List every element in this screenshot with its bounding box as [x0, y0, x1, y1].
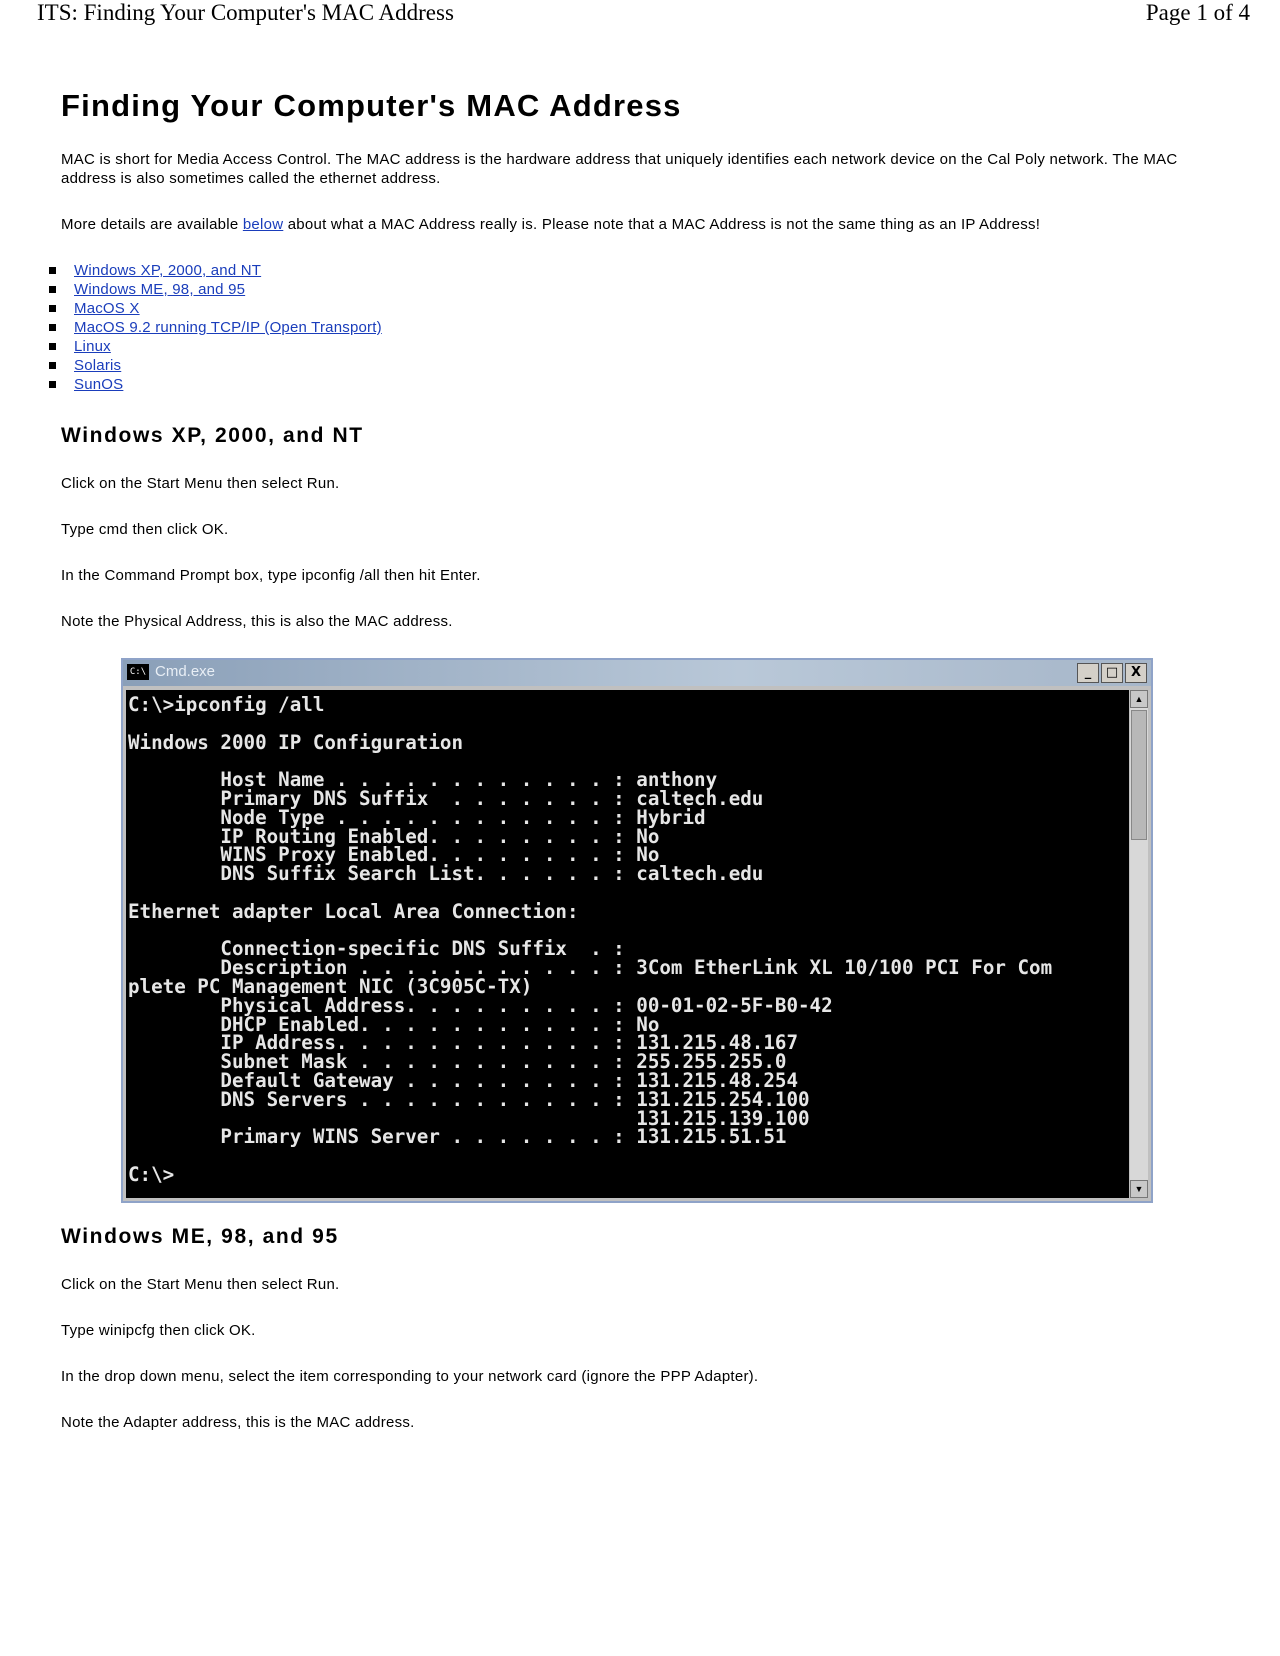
print-header-page-number: Page 1 of 4: [1145, 0, 1250, 25]
cmd-console: [126, 690, 1129, 1198]
step-text: In the Command Prompt box, type ipconfig /all then hit Enter.: [61, 567, 481, 584]
article: [61, 88, 1191, 1459]
cmd-scrollbar: [1130, 690, 1148, 1198]
toc-link-macos-x[interactable]: MacOS X: [74, 300, 140, 317]
step-text: Click on the Start Menu then select Run.: [61, 1276, 340, 1293]
toc-link-solaris[interactable]: Solaris: [74, 357, 122, 374]
toc-item: [49, 375, 1191, 394]
step-text: In the drop down menu, select the item corresponding to your network card (ignore the PPP Adapter).: [61, 1368, 759, 1385]
cmd-window-screenshot: [121, 658, 1153, 1203]
toc-item: [49, 299, 1191, 318]
table-of-contents: [49, 261, 1191, 394]
toc-item: [49, 261, 1191, 280]
toc-link-macos-9[interactable]: MacOS 9.2 running TCP/IP (Open Transport): [74, 319, 382, 336]
toc-link-sunos[interactable]: SunOS: [74, 376, 124, 393]
toc-item: [49, 356, 1191, 375]
details-paragraph: [61, 215, 1191, 234]
cmd-title-bar: [123, 660, 1151, 686]
print-header-title: ITS: Finding Your Computer's MAC Address: [37, 0, 454, 25]
intro-paragraph: MAC is short for Media Access Control. The MAC address is the hardware address that uniquely identifies each network device on the Cal Poly network. The MAC address is also sometimes called the ethernet address.: [61, 151, 1178, 187]
minimize-icon: _: [1077, 663, 1099, 683]
toc-item: [49, 337, 1191, 356]
toc-item: [49, 280, 1191, 299]
below-link[interactable]: below: [242, 216, 284, 233]
cmd-window-title: Cmd.exe: [155, 663, 216, 680]
toc-item: [49, 318, 1191, 337]
toc-link-linux[interactable]: Linux: [74, 338, 111, 355]
print-header: [37, 0, 1250, 32]
details-text-after: about what a MAC Address really is. Please note that a MAC Address is not the same thing as an IP Address!: [283, 216, 1041, 233]
step-text: Type cmd then click OK.: [61, 521, 229, 538]
step-text: Click on the Start Menu then select Run.: [61, 475, 340, 492]
details-text-before: More details are available: [61, 216, 243, 233]
section-heading-windows-xp: Windows XP, 2000, and NT: [61, 424, 364, 447]
scroll-thumb: [1131, 710, 1147, 840]
ipconfig-output: C:\>ipconfig /all Windows 2000 IP Configuration Host Name . . . . . . . . . . . . : anthony Primary DNS Suffix . . . . . . . : caltech.edu Node Type . . . . . . . . . . . . : Hybrid IP Routing Enabled. . . . . . . . : No WINS Proxy Enabled. . . . . . . . : No DNS Suffix Search List. . . . . . : caltech.edu Ethernet adapter Local Area Connection: Connection-specific DNS Suffix . : Description . . . . . . . . . . . : 3Com EtherLink XL 10/100 PCI For Com plete PC Management NIC (3C905C-TX) Physical Address. . . . . . . . . : 00-01-02-5F-B0-42 DHCP Enabled. . . . . . . . . . . : No IP Address. . . . . . . . . . . . : 131.215.48.167 Subnet Mask . . . . . . . . . . . : 255.255.255.0 Default Gateway . . . . . . . . . : 131.215.48.254 DNS Servers . . . . . . . . . . . : 131.215.254.100 131.215.139.100 Primary WINS Server . . . . . . . : 131.215.51.51 C:\>: [128, 693, 1053, 1186]
toc-link-windows-me[interactable]: Windows ME, 98, and 95: [74, 281, 246, 298]
step-text: Type winipcfg then click OK.: [61, 1322, 256, 1339]
close-icon: X: [1125, 663, 1147, 683]
page-title: Finding Your Computer's MAC Address: [61, 88, 682, 123]
scroll-down-arrow-icon: ▼: [1130, 1180, 1148, 1198]
section-heading-windows-me: Windows ME, 98, and 95: [61, 1225, 339, 1248]
scroll-up-arrow-icon: ▲: [1130, 690, 1148, 708]
window-controls: [1077, 663, 1147, 683]
step-text: Note the Adapter address, this is the MAC address.: [61, 1414, 415, 1431]
toc-link-windows-xp[interactable]: Windows XP, 2000, and NT: [74, 262, 262, 279]
cmd-window-icon: C:\: [127, 664, 149, 680]
step-text: Note the Physical Address, this is also the MAC address.: [61, 613, 453, 630]
maximize-icon: □: [1101, 663, 1123, 683]
